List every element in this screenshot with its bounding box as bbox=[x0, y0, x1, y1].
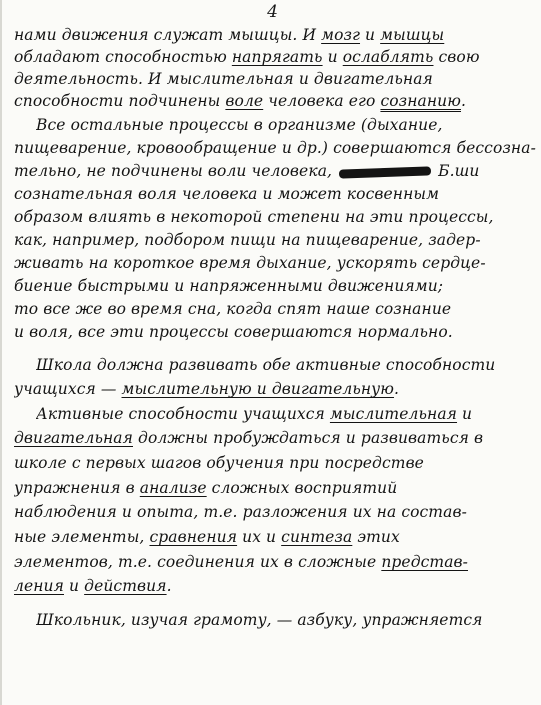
underlined-word: мыслительная bbox=[329, 405, 458, 423]
text-fragment: . bbox=[461, 92, 467, 110]
text-line bbox=[14, 275, 539, 297]
text-fragment: сознательная воля человека и может косвенным bbox=[14, 185, 440, 203]
text-fragment: элементов, т.е. соединения их в сложные bbox=[14, 553, 382, 571]
text-fragment: Школьник, изучая грамоту, — азбуку, упражняется bbox=[36, 611, 483, 629]
crossed-out-word bbox=[339, 166, 431, 178]
text-fragment: как, например, подбором пищи на пищеварение, задер- bbox=[14, 231, 481, 249]
text-line bbox=[14, 575, 539, 597]
text-line bbox=[36, 114, 539, 136]
text-fragment: . bbox=[394, 380, 400, 398]
text-line bbox=[14, 298, 539, 320]
text-fragment: упражнения в bbox=[14, 479, 140, 497]
text-line bbox=[14, 452, 539, 474]
text-line bbox=[14, 160, 539, 182]
underlined-word: мышцы bbox=[380, 26, 445, 44]
underlined-word: ослаблять bbox=[342, 48, 434, 66]
underlined-word: представ- bbox=[381, 553, 468, 571]
text-fragment: тельно, не подчинены воли человека, bbox=[14, 162, 338, 180]
underlined-word: напрягать bbox=[231, 48, 323, 66]
underlined-word: синтеза bbox=[281, 528, 353, 546]
text-fragment: Б.ши bbox=[433, 162, 480, 180]
text-fragment: и bbox=[457, 405, 473, 423]
underlined-word: двигательная bbox=[14, 429, 133, 447]
text-fragment: свою bbox=[433, 48, 480, 66]
text-line bbox=[14, 526, 539, 548]
text-line bbox=[14, 46, 539, 68]
text-fragment: Школа должна развивать обе активные способности bbox=[36, 356, 496, 374]
underlined-word: ления bbox=[14, 577, 64, 595]
text-line bbox=[14, 427, 539, 449]
text-fragment: способности подчинены bbox=[14, 92, 226, 110]
underlined-word: мозг bbox=[321, 26, 361, 44]
text-fragment: то все же во время сна, когда спят наше сознание bbox=[14, 300, 452, 318]
text-fragment: деятельность. И мыслительная и двигательная bbox=[14, 70, 433, 88]
text-fragment: их и bbox=[237, 528, 282, 546]
underlined-word: сравнения bbox=[149, 528, 238, 546]
underlined-word: действия bbox=[84, 577, 167, 595]
underlined-word: анализе bbox=[139, 479, 207, 497]
text-line bbox=[14, 378, 539, 400]
text-fragment: этих bbox=[352, 528, 400, 546]
text-line bbox=[14, 321, 539, 343]
text-fragment: Активные способности учащихся bbox=[36, 405, 330, 423]
text-fragment: биение быстрыми и напряженными движениями; bbox=[14, 277, 444, 295]
text-line bbox=[14, 183, 539, 205]
text-line bbox=[36, 354, 539, 376]
underlined-phrase: мыслительную и двигательную bbox=[121, 380, 395, 398]
page-number: 4 bbox=[267, 2, 278, 22]
text-line bbox=[14, 68, 539, 90]
text-line bbox=[14, 477, 539, 499]
text-line bbox=[14, 137, 539, 159]
underlined-word: воле bbox=[225, 92, 264, 110]
text-fragment: Все остальные процессы в организме (дыхание, bbox=[36, 116, 443, 134]
text-fragment: учащихся — bbox=[14, 380, 122, 398]
text-line bbox=[14, 206, 539, 228]
text-fragment: и bbox=[360, 26, 381, 44]
text-fragment: должны пробуждаться и развиваться в bbox=[133, 429, 484, 447]
text-fragment: образом влиять в некоторой степени на эти процессы, bbox=[14, 208, 494, 226]
text-line bbox=[14, 252, 539, 274]
underlined-word: сознанию bbox=[380, 92, 461, 110]
text-fragment: и воля, все эти процессы совершаются нормально. bbox=[14, 323, 453, 341]
text-fragment: . bbox=[166, 577, 172, 595]
text-line bbox=[36, 403, 539, 425]
text-fragment: сложных восприятий bbox=[206, 479, 398, 497]
text-fragment: нами движения служат мышцы. И bbox=[14, 26, 322, 44]
text-fragment: наблюдения и опыта, т.е. разложения их на состав- bbox=[14, 503, 467, 521]
text-fragment: живать на короткое время дыхание, ускорять сердце- bbox=[14, 254, 486, 272]
text-fragment: школе с первых шагов обучения при посредстве bbox=[14, 454, 424, 472]
text-line bbox=[14, 229, 539, 251]
text-fragment: ные элементы, bbox=[14, 528, 150, 546]
text-line bbox=[14, 24, 539, 46]
text-line bbox=[14, 501, 539, 523]
text-fragment: пищеварение, кровообращение и др.) совершаются бессозна- bbox=[14, 139, 536, 157]
text-fragment: и bbox=[322, 48, 343, 66]
text-line bbox=[14, 90, 539, 112]
text-fragment: и bbox=[64, 577, 85, 595]
text-line bbox=[36, 609, 539, 631]
text-fragment: обладают способностью bbox=[14, 48, 232, 66]
text-line bbox=[14, 551, 539, 573]
text-fragment: человека его bbox=[263, 92, 381, 110]
